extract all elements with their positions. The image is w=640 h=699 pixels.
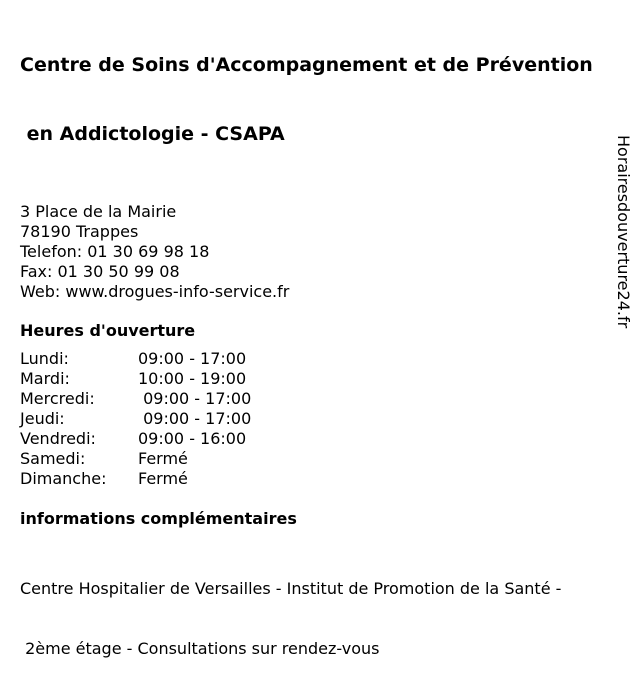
hours-value: Fermé	[138, 449, 188, 468]
watermark-text: Horairesdouverture24.fr	[614, 135, 633, 329]
hours-value: 09:00 - 17:00	[138, 389, 252, 408]
opening-hours-heading: Heures d'ouverture	[20, 321, 196, 340]
opening-hours-table	[20, 349, 615, 489]
contact-block	[20, 202, 615, 302]
day-label: Mardi:	[20, 369, 70, 388]
day-label: Jeudi:	[20, 409, 65, 428]
day-label: Lundi:	[20, 349, 69, 368]
fax-number: Fax: 01 30 50 99 08	[20, 262, 180, 281]
hours-value: 10:00 - 19:00	[138, 369, 247, 388]
hours-row-sunday	[20, 469, 615, 489]
hours-value: 09:00 - 16:00	[138, 429, 247, 448]
hours-row-wednesday	[20, 389, 615, 409]
hours-row-tuesday	[20, 369, 615, 389]
hours-value: 09:00 - 17:00	[138, 409, 252, 428]
additional-info-text	[20, 539, 615, 699]
website: Web: www.drogues-info-service.fr	[20, 282, 290, 301]
day-label: Mercredi:	[20, 389, 95, 408]
additional-info-heading: informations complémentaires	[20, 509, 297, 528]
day-label: Samedi:	[20, 449, 86, 468]
phone-number: Telefon: 01 30 69 98 18	[20, 242, 210, 261]
info-line-1: Centre Hospitalier de Versailles - Institut de Promotion de la Santé -	[20, 579, 562, 598]
hours-row-friday	[20, 429, 615, 449]
city-postcode: 78190 Trappes	[20, 222, 139, 241]
title-line-1: Centre de Soins d'Accompagnement et de Prévention	[20, 54, 593, 76]
hours-value: 09:00 - 17:00	[138, 349, 247, 368]
site-watermark	[612, 135, 636, 345]
title-line-2: en Addictologie - CSAPA	[20, 123, 285, 145]
hours-row-saturday	[20, 449, 615, 469]
hours-value: Fermé	[138, 469, 188, 488]
page-title	[20, 8, 615, 192]
day-label: Vendredi:	[20, 429, 96, 448]
street-address: 3 Place de la Mairie	[20, 202, 177, 221]
hours-row-monday	[20, 349, 615, 369]
business-listing	[20, 8, 615, 699]
hours-row-thursday	[20, 409, 615, 429]
info-line-2: 2ème étage - Consultations sur rendez-vous	[20, 639, 380, 658]
day-label: Dimanche:	[20, 469, 107, 488]
